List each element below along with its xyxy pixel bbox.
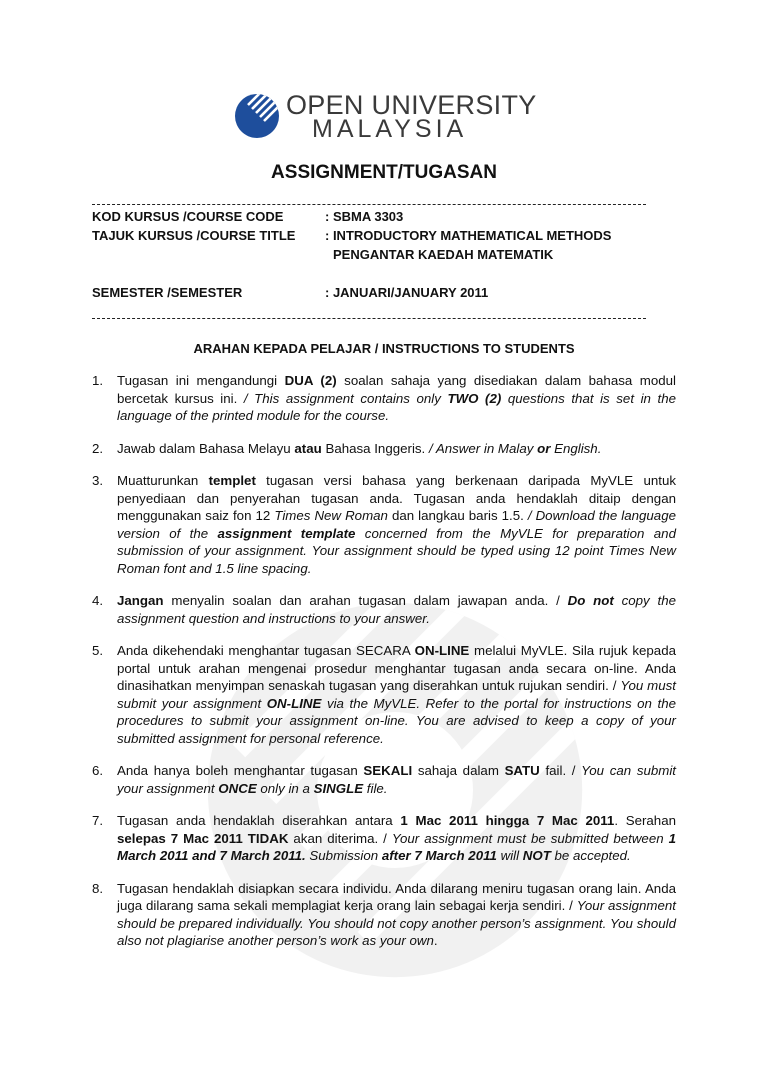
instruction-item-1 (92, 372, 676, 425)
instruction-item-8 (92, 880, 676, 950)
instruction-text: Muatturunkan (117, 473, 209, 488)
instruction-text: Your assignment should be prepared individually. You should not copy another person’s assignment. You should also not plagiarise another person’s work as your own (117, 898, 676, 948)
course-code-value: : SBMA 3303 (325, 209, 404, 224)
instruction-text: Times New Roman (274, 508, 388, 523)
instruction-text: Tugasan ini mengandungi (117, 373, 285, 388)
instruction-text: Tugasan hendaklah disiapkan secara individu. Anda dilarang meniru tugasan orang lain. Anda juga dilarang sama sekali memplagiat kerja orang lain sebagai kerja sendiri. / (117, 880, 676, 913)
instruction-text: TWO (2) (447, 390, 502, 406)
instruction-text: melalui MyVLE. Sila rujuk kepada portal untuk arahan mengenai prosedur menghantar tugasan anda secara on-line. Anda dinasihatkan menyimpan senaskah tugasan yang diserahkan untuk rujukan sendiri. / (117, 643, 676, 693)
instruction-text: You must submit your assignment (117, 678, 676, 711)
instruction-text: Jangan (117, 593, 164, 608)
instruction-item-6 (92, 762, 676, 797)
instruction-text: concerned from the MyVLE for preparation and submission of your assignment. Your assignment should be typed using 12 point Times New Roman font and 1.5 line spacing. (117, 525, 676, 576)
instruction-text: English. (550, 440, 602, 456)
instruction-text: . Serahan (614, 813, 676, 828)
instructions-heading: ARAHAN KEPADA PELAJAR / INSTRUCTIONS TO STUDENTS (193, 341, 575, 356)
instruction-number: 2. (92, 440, 104, 456)
instruction-text: dan langkau baris 1.5. (387, 508, 528, 523)
instruction-item-2 (92, 440, 676, 458)
instruction-text: menyalin soalan dan arahan tugasan dalam jawapan anda. / (163, 593, 568, 608)
instruction-text: Bahasa Inggeris. (321, 440, 429, 456)
instruction-text: / Answer in Malay (428, 440, 538, 456)
instruction-text: selepas 7 Mac 2011 TIDAK (117, 830, 289, 846)
instruction-number: 6. (92, 763, 104, 778)
instruction-text: Your assignment must be submitted between (391, 830, 669, 846)
instruction-text: questions that is set in the language of the printed module for the course. (117, 390, 676, 423)
instruction-number: 8. (92, 880, 104, 896)
semester-label: SEMESTER /SEMESTER (92, 285, 243, 300)
course-title-row (92, 228, 612, 243)
instruction-text: Do not (567, 593, 614, 608)
instruction-text: Anda dikehendaki menghantar tugasan SECARA (117, 643, 415, 658)
course-title-value-malay: PENGANTAR KAEDAH MATEMATIK (333, 247, 554, 262)
instruction-text: file. (363, 780, 388, 796)
instruction-text: will (496, 848, 523, 863)
instruction-text: / This assignment contains only (243, 390, 448, 406)
university-logo (234, 88, 537, 144)
course-title-value: : INTRODUCTORY MATHEMATICAL METHODS (325, 228, 612, 243)
instruction-text: ON-LINE (266, 695, 322, 711)
instructions-list (92, 372, 676, 965)
instruction-text: Jawab dalam Bahasa Melayu (117, 440, 295, 456)
instruction-text: / Download the language version of the (117, 508, 676, 541)
course-code-row (92, 209, 404, 224)
course-title-label: TAJUK KURSUS /COURSE TITLE (92, 228, 296, 243)
instruction-text: . (433, 933, 438, 948)
instruction-text: after 7 March 2011 (381, 848, 497, 863)
instruction-text: ONCE (218, 780, 257, 796)
instruction-text: via the MyVLE. Refer to the portal for instructions on the procedures to submit your assignment on-line. You are advised to keep a copy of your submitted assignment for personal reference. (117, 695, 676, 746)
instruction-text: be accepted. (550, 848, 631, 863)
instruction-text: NOT (522, 848, 551, 863)
oum-globe-icon (234, 91, 280, 141)
page-title: ASSIGNMENT/TUGASAN (271, 162, 497, 183)
instruction-text: fail. / (539, 763, 582, 778)
course-code-label: KOD KURSUS /COURSE CODE (92, 209, 284, 224)
instruction-text: or (537, 440, 551, 456)
instruction-text: 1 Mac 2011 hingga 7 Mac 2011 (400, 813, 615, 828)
instruction-item-7 (92, 812, 676, 865)
instruction-text: Tugasan anda hendaklah diserahkan antara (117, 813, 401, 828)
logo-text-open-university: OPEN UNIVERSITY (286, 90, 537, 120)
instruction-text: You can submit your assignment (117, 763, 677, 796)
instruction-number: 7. (92, 813, 104, 828)
instruction-number: 4. (92, 593, 104, 608)
instruction-number: 1. (92, 373, 104, 388)
instruction-text: SATU (504, 763, 540, 778)
instruction-text: soalan sahaja yang disediakan dalam bahasa modul bercetak kursus ini. (117, 373, 676, 406)
instruction-item-4 (92, 592, 676, 627)
instruction-text: ON-LINE (414, 643, 470, 658)
instruction-text: SINGLE (313, 780, 364, 796)
instruction-text: templet (208, 473, 256, 488)
semester-row (92, 285, 489, 300)
instruction-text: tugasan versi bahasa yang berkenaan daripada MyVLE untuk penyediaan dan penyerahan tugasan anda. Tugasan anda hendaklah ditaip dengan menggunakan saiz fon 12 (117, 473, 676, 523)
instruction-item-3 (92, 472, 676, 577)
instruction-text: SEKALI (363, 763, 413, 778)
logo-text-malaysia: MALAYSIA (312, 115, 468, 143)
instruction-text: DUA (2) (284, 373, 337, 388)
instruction-number: 5. (92, 643, 104, 658)
instruction-text: atau (294, 440, 322, 456)
instruction-text: assignment template (217, 525, 356, 541)
instruction-text: Submission (305, 848, 382, 863)
divider-top (92, 204, 646, 205)
semester-value: : JANUARI/JANUARY 2011 (325, 285, 489, 300)
divider-bottom (92, 318, 646, 319)
instruction-text: only in a (256, 780, 314, 796)
instruction-text: akan diterima. / (288, 830, 392, 846)
instruction-text: sahaja dalam (412, 763, 505, 778)
instruction-text: 1 March 2011 and 7 March 2011. (117, 830, 676, 863)
instruction-text: Anda hanya boleh menghantar tugasan (117, 763, 364, 778)
instruction-text: copy the assignment question and instructions to your answer. (117, 593, 676, 626)
instruction-item-5 (92, 642, 676, 747)
instruction-number: 3. (92, 473, 104, 488)
